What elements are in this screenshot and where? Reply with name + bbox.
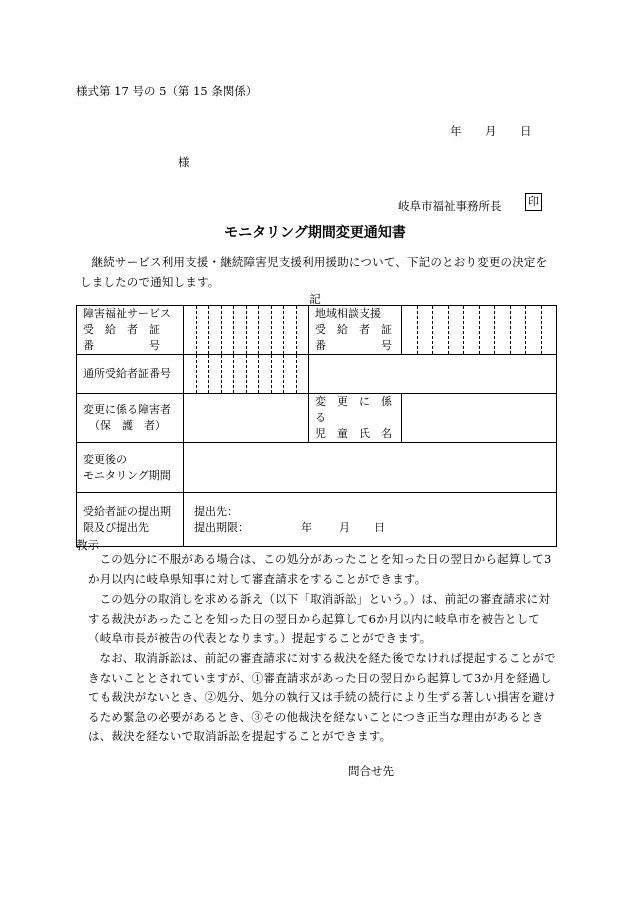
instruction-paragraph-1: この処分に不服がある場合は、この処分があったことを知った日の翌日から起算して3か月以内に岐阜県知事に対して審査請求をすることができます。 — [88, 552, 552, 586]
notice-table — [76, 305, 557, 547]
affected-person-label: 変更に係る障害者 （保 護 者） — [77, 394, 184, 443]
date-day: 日 — [520, 124, 532, 138]
issuer-name: 岐阜市福祉事務所長 — [398, 199, 502, 213]
deadline-day: 日 — [374, 520, 385, 534]
deadline-month: 月 — [339, 520, 350, 534]
new-monitoring-period-label: 変更後の モニタリング期間 — [77, 443, 184, 493]
new-monitoring-period-field[interactable] — [184, 443, 557, 493]
contact-label: 問合せ先 — [348, 764, 394, 778]
day-service-cert-label: 通所受給者証番号 — [77, 355, 184, 394]
disability-service-cert-number-field[interactable] — [184, 306, 309, 355]
intro-text: 継続サービス利用支援・継続障害児支援利用援助について、下記のとおり変更の決定をしましたので通知します。 — [80, 255, 548, 289]
date-year: 年 — [450, 124, 462, 138]
submission-deadline-text: 提出期限： — [194, 520, 249, 534]
addressee-suffix: 様 — [178, 155, 190, 169]
day-service-cert-number-field[interactable] — [184, 355, 309, 394]
day-service-blank-cell — [309, 355, 557, 394]
instruction-paragraph-2: この処分の取消しを求める訴え（以下「取消訴訟」という。）は、前記の審査請求に対する裁決があったことを知った日の翌日から起算して6か月以内に岐阜市を被告として（岐阜市長が被告の代表となります。）提起することができます。 — [88, 592, 551, 645]
instruction-paragraph-3: なお、取消訴訟は、前記の審査請求に対する裁決を経た後でなければ提起することができないこととされていますが、①審査請求があった日の翌日から起算して3か月を経過しても裁決がないとき、②処分、処分の執行又は手続の続行により生ずる著しい損害を避けるため緊急の必要があるとき、③その他裁決を経ないことにつき正当な理由があるときは、裁決を経ないで取消訴訟を提起することができます。 — [88, 651, 556, 743]
submission-deadline-label: 受給者証の提出期 限及び提出先 — [77, 493, 184, 547]
date-month: 月 — [485, 124, 497, 138]
disability-service-cert-label: 障害福祉サービス 受 給 者 証 番 号 — [77, 306, 184, 355]
submission-info-field[interactable] — [184, 493, 557, 547]
affected-child-label: 変 更 に 係 る 児 童 氏 名 — [309, 394, 402, 443]
ki-heading: 記 — [309, 292, 321, 306]
instruction-heading: 教示 — [76, 538, 99, 552]
seal-box: 印 — [525, 193, 542, 211]
community-support-cert-number-field[interactable] — [402, 306, 557, 355]
deadline-year: 年 — [301, 520, 312, 534]
community-support-cert-label: 地域相談支援 受 給 者 証 番 号 — [309, 306, 402, 355]
affected-person-field[interactable] — [184, 394, 309, 443]
submission-destination: 提出先： — [194, 504, 238, 518]
document-title: モニタリング期間変更通知書 — [224, 225, 406, 241]
form-number: 様式第 17 号の 5（第 15 条関係） — [76, 84, 258, 98]
affected-child-field[interactable] — [402, 394, 557, 443]
